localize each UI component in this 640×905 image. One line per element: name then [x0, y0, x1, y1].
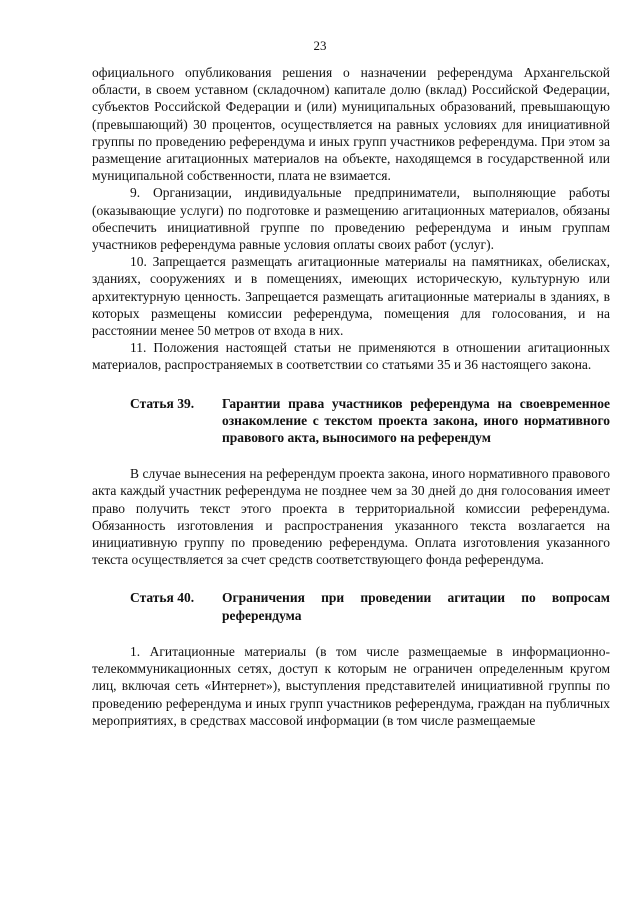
article-39-heading	[92, 395, 610, 447]
page-number: 23	[313, 38, 327, 53]
article-40-paragraph-1: 1. Агитационные материалы (в том числе размещаемые в информационно-телекоммуникационных сетях, доступ к которым не ограничен определенным кругом лиц, включая сеть «Интернет»), выступления представителей инициативной группы по проведению референдума и иных групп участников референдума, граждан на публичных мероприятиях, в средствах массовой информации (в том числе размещаемые	[92, 643, 610, 728]
article-39-text: В случае вынесения на референдум проекта закона, иного нормативного правового акта каждый участник референдума не позднее чем за 30 дней до дня голосования имеет право получить текст этого проекта в территориальной комиссии референдума. Обязанность изготовления и распространения указанного текста возлагается на инициативную группу по проведению референдума. Оплата изготовления указанного текста осуществляется за счет средств соответствующего фонда референдума.	[92, 466, 610, 568]
paragraph-11: 11. Положения настоящей статьи не применяются в отношении агитационных материалов, распространяемых в соответствии со статьями 35 и 36 настоящего закона.	[92, 340, 610, 373]
article-40-heading	[92, 589, 610, 623]
page-body	[92, 64, 610, 729]
paragraph-10: 10. Запрещается размещать агитационные материалы на памятниках, обелисках, зданиях, сооружениях и в помещениях, имеющих историческую, культурную или архитектурную ценность. Запрещается размещать агитационные материалы в зданиях, в которых размещены комиссии референдума, помещения для голосования, и на расстоянии менее 50 метров от входа в них.	[92, 254, 610, 339]
article-40-number: Статья 40.	[130, 590, 195, 606]
paragraph-continuation: официального опубликования решения о назначении референдума Архангельской области, в своем уставном (складочном) капитале долю (вклад) Российской Федерации, субъектов Российской Федерации и (или) муниципальных образований, превышающую (превышающий) 30 процентов, осуществляется на равных условиях для инициативной группы по проведению референдума и иных групп участников референдума. При этом за размещение агитационных материалов на объекте, находящемся в государственной или муниципальной собственности, плата не взимается.	[92, 65, 610, 184]
paragraph-9: 9. Организации, индивидуальные предприниматели, выполняющие работы (оказывающие услуги) по подготовке и размещению агитационных материалов, обязаны обеспечить инициативной группе по проведению референдума и иным группам участников референдума равные условия оплаты своих работ (услуг).	[92, 185, 610, 253]
article-40-title: Ограничения при проведении агитации по вопросам референдума	[222, 590, 610, 623]
article-39-number: Статья 39.	[130, 395, 195, 411]
article-39-title: Гарантии права участников референдума на своевременное ознакомление с текстом проекта закона, иного нормативного правового акта, выносимого на референдум	[222, 395, 610, 446]
